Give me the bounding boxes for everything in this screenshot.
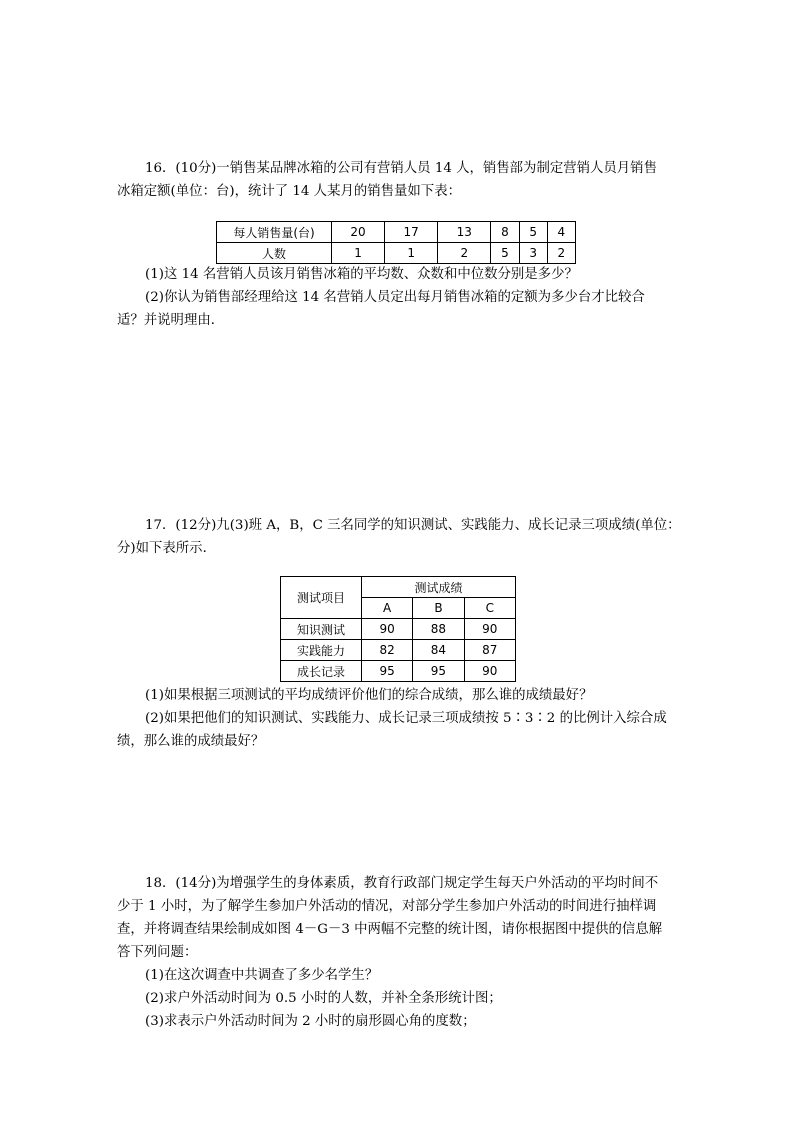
- table-cell: 2: [547, 243, 575, 264]
- table-row: [281, 640, 516, 661]
- q16-stem-line1: 16．(10分)一销售某品牌冰箱的公司有营销人员 14 人，销售部为制定营销人员月销售: [145, 161, 657, 176]
- table-cell: 95: [362, 661, 413, 682]
- q18-sub3: (3)求表示户外活动时间为 2 小时的扇形圆心角的度数；: [145, 1014, 476, 1029]
- table-cell: 8: [491, 222, 519, 243]
- q18-stem-line2: 少于 1 小时，为了解学生参加户外活动的情况，对部分学生参加户外活动的时间进行抽样调: [117, 899, 657, 914]
- q16-sub1: (1)这 14 名营销人员该月销售冰箱的平均数、众数和中位数分别是多少？: [145, 267, 578, 282]
- table-row-label: 人数: [217, 243, 332, 264]
- q18-stem-line3: 查，并将调查结果绘制成如图 4－G－3 中两幅不完整的统计图，请你根据图中提供的信息解: [117, 922, 663, 937]
- table-cell: 2: [438, 243, 491, 264]
- table-row: [281, 661, 516, 682]
- table-cell: 90: [464, 619, 515, 640]
- table-cell: 20: [332, 222, 385, 243]
- table-row: [281, 619, 516, 640]
- q18-stem-line1: 18．(14分)为增强学生的身体素质，教育行政部门规定学生每天户外活动的平均时间不: [145, 876, 659, 891]
- table-cell: 17: [385, 222, 438, 243]
- q18-sub2: (2)求户外活动时间为 0.5 小时的人数，并补全条形统计图；: [145, 991, 502, 1006]
- table-cell: 13: [438, 222, 491, 243]
- q16-sub2-line2: 适？并说明理由．: [117, 313, 225, 328]
- table-cell: 82: [362, 640, 413, 661]
- q17-sub2-line2: 绩，那么谁的成绩最好？: [117, 734, 265, 749]
- table-header-item: 测试项目: [281, 577, 362, 619]
- table-row: [217, 243, 576, 264]
- q16-sales-table: [216, 221, 576, 264]
- table-row-label: 成长记录: [281, 661, 362, 682]
- table-cell: 84: [413, 640, 464, 661]
- table-header-student: C: [464, 598, 515, 619]
- q17-stem-line1: 17．(12分)九(3)班 A，B，C 三名同学的知识测试、实践能力、成长记录三项成绩(单位：: [145, 518, 681, 533]
- q17-sub2-line1: (2)如果把他们的知识测试、实践能力、成长记录三项成绩按 5∶3∶2 的比例计入综合成: [145, 711, 667, 726]
- q17-sub1: (1)如果根据三项测试的平均成绩评价他们的综合成绩，那么谁的成绩最好？: [145, 688, 593, 703]
- table-row-label: 知识测试: [281, 619, 362, 640]
- table-cell: 1: [385, 243, 438, 264]
- table-row-label: 每人销售量(台): [217, 222, 332, 243]
- table-cell: 88: [413, 619, 464, 640]
- q17-scores-table: [280, 576, 516, 682]
- table-header-scores: 测试成绩: [362, 577, 516, 598]
- table-header-student: B: [413, 598, 464, 619]
- table-cell: 1: [332, 243, 385, 264]
- table-cell: 3: [519, 243, 547, 264]
- q16-stem-line2: 冰箱定额(单位：台)，统计了 14 人某月的销售量如下表：: [117, 184, 461, 199]
- table-cell: 95: [413, 661, 464, 682]
- table-cell: 90: [362, 619, 413, 640]
- q18-sub1: (1)在这次调查中共调查了多少名学生？: [145, 968, 379, 983]
- table-row-label: 实践能力: [281, 640, 362, 661]
- q17-stem-line2: 分)如下表所示．: [117, 541, 216, 556]
- table-cell: 5: [491, 243, 519, 264]
- table-header-student: A: [362, 598, 413, 619]
- table-row: [217, 222, 576, 243]
- table-cell: 87: [464, 640, 515, 661]
- table-cell: 90: [464, 661, 515, 682]
- table-row: [281, 577, 516, 598]
- q16-sub2-line1: (2)你认为销售部经理给这 14 名营销人员定出每月销售冰箱的定额为多少台才比较合: [145, 290, 645, 305]
- q18-stem-line4: 答下列问题：: [117, 945, 198, 960]
- table-cell: 4: [547, 222, 575, 243]
- table-cell: 5: [519, 222, 547, 243]
